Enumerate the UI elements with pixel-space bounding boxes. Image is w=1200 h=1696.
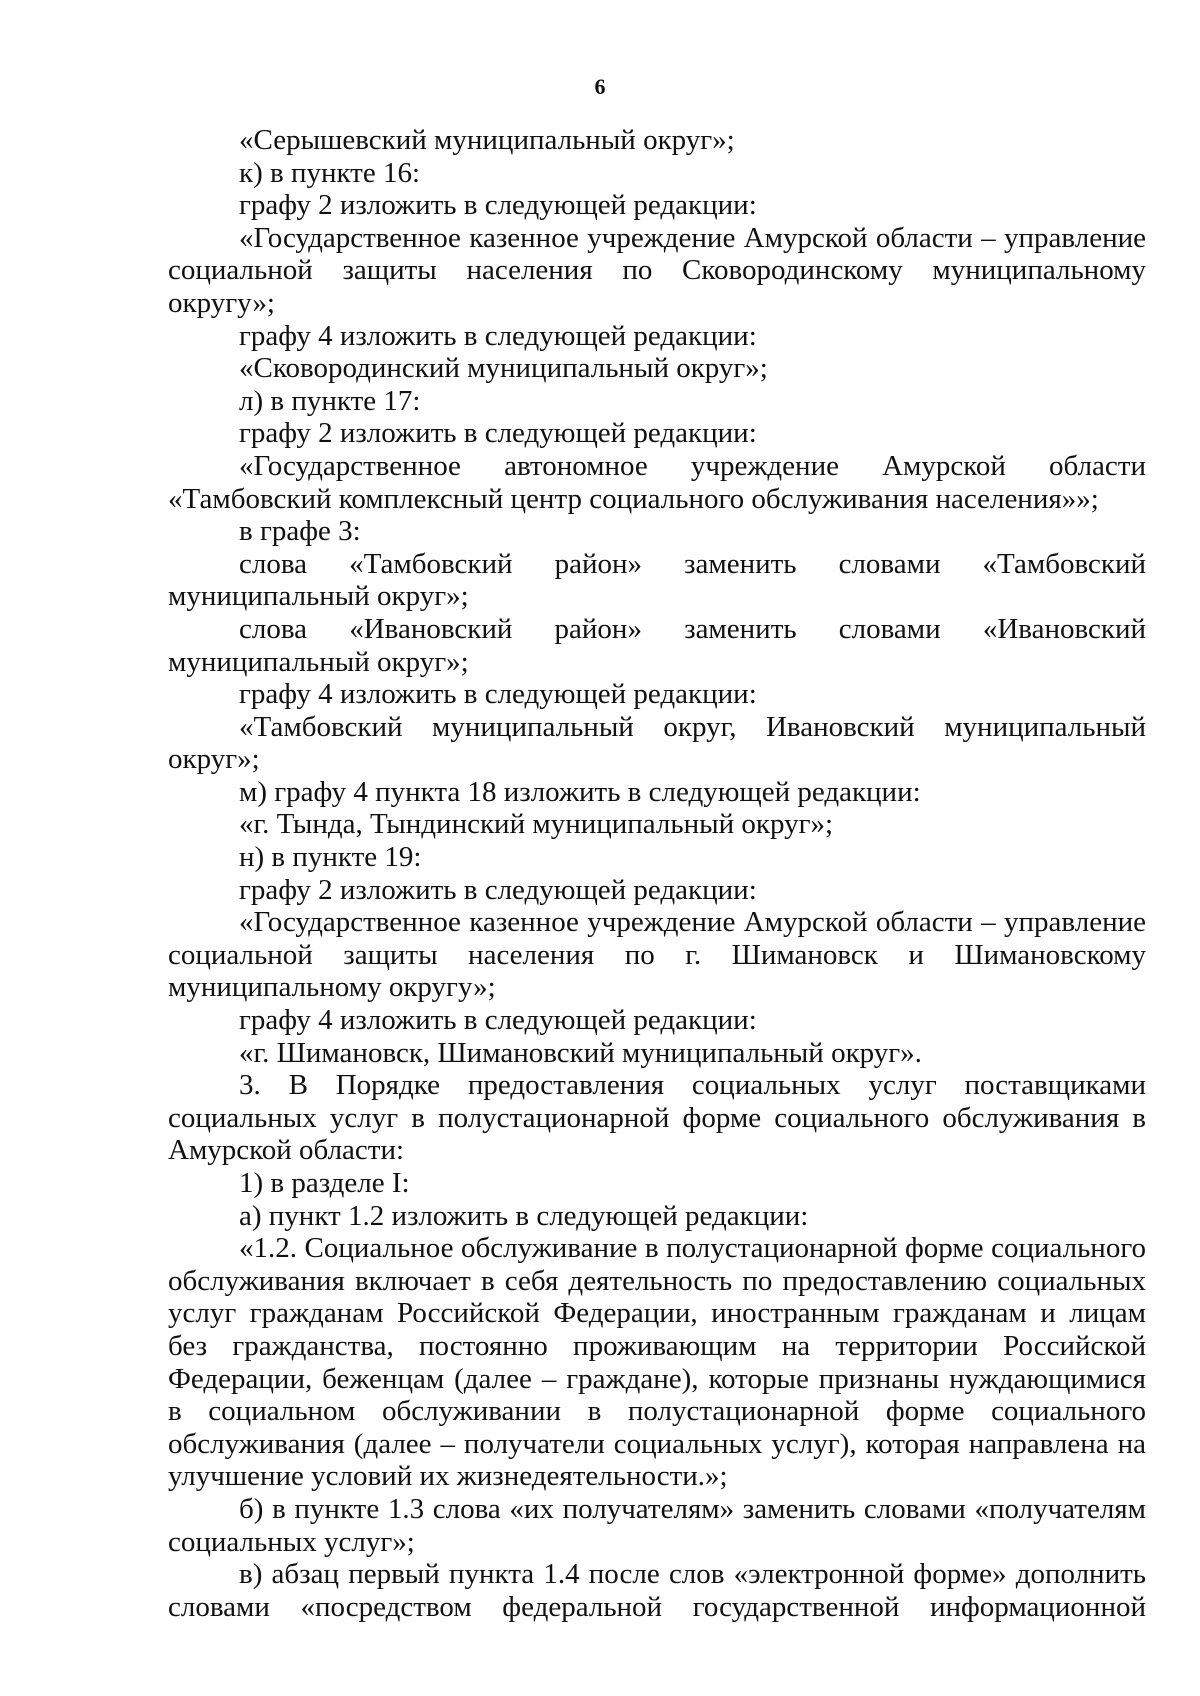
paragraph: м) графу 4 пункта 18 изложить в следующей редакции: bbox=[239, 775, 921, 808]
paragraph: графу 4 изложить в следующей редакции: bbox=[239, 1004, 757, 1037]
paragraph: «Государственное казенное учреждение Амурской области – управление социальной защиты населения по Сковородинскому муниципальному округу»; bbox=[168, 221, 1146, 319]
paragraph: «Государственное автономное учреждение Амурской области «Тамбовский комплексный центр социального обслуживания населения»»; bbox=[168, 449, 1146, 515]
paragraph: слова «Тамбовский район» заменить словами «Тамбовский муниципальный округ»; bbox=[168, 547, 1146, 613]
paragraph: в графе 3: bbox=[239, 515, 361, 548]
paragraph: 1) в разделе I: bbox=[239, 1167, 410, 1199]
paragraph: графу 2 изложить в следующей редакции: bbox=[239, 189, 757, 222]
document-body bbox=[168, 124, 1146, 1623]
paragraph: «1.2. Социальное обслуживание в полустационарной форме социального обслуживания включает в себя деятельность по предоставлению социальных услуг гражданам Российской Федерации, иностранным гражданам и лицам без гражданства, постоянно проживающим на территории Российской Федерации, беженцам (далее – граждане), которые признаны нуждающимися в социальном обслуживании в полустационарной форме социального обслуживания (далее – получатели социальных услуг), которая направлена на улучшение условий их жизнедеятельности.»; bbox=[168, 1232, 1146, 1493]
paragraph: «г. Тында, Тындинский муниципальный округ»; bbox=[239, 808, 834, 841]
paragraph: графу 2 изложить в следующей редакции: bbox=[239, 873, 757, 906]
paragraph: н) в пункте 19: bbox=[239, 841, 422, 874]
paragraph: «Серышевский муниципальный округ»; bbox=[239, 124, 735, 156]
paragraph: к) в пункте 16: bbox=[239, 156, 421, 189]
paragraph: графу 4 изложить в следующей редакции: bbox=[239, 678, 757, 711]
paragraph: а) пункт 1.2 изложить в следующей редакции: bbox=[239, 1199, 809, 1232]
page-number: 6 bbox=[594, 74, 606, 99]
paragraph: б) в пункте 1.3 слова «их получателям» заменить словами «получателям социальных услуг»; bbox=[168, 1492, 1146, 1558]
paragraph: «Государственное казенное учреждение Амурской области – управление социальной защиты населения по г. Шимановск и Шимановскому муниципальному округу»; bbox=[168, 906, 1146, 1004]
paragraph: «Сковородинский муниципальный округ»; bbox=[239, 352, 768, 385]
paragraph: графу 4 изложить в следующей редакции: bbox=[239, 319, 757, 352]
paragraph: в) абзац первый пункта 1.4 после слов «электронной форме» дополнить словами «посредством федеральной государственной информационной bbox=[168, 1558, 1146, 1623]
paragraph: графу 2 изложить в следующей редакции: bbox=[239, 417, 757, 450]
paragraph: «Тамбовский муниципальный округ, Ивановский муниципальный округ»; bbox=[168, 710, 1146, 776]
paragraph: 3. В Порядке предоставления социальных услуг поставщиками социальных услуг в полустационарной форме социального обслуживания в Амурской области: bbox=[168, 1069, 1146, 1167]
paragraph: л) в пункте 17: bbox=[239, 384, 421, 417]
paragraph: слова «Ивановский район» заменить словами «Ивановский муниципальный округ»; bbox=[168, 612, 1146, 678]
paragraph: «г. Шимановск, Шимановский муниципальный округ». bbox=[239, 1036, 922, 1069]
